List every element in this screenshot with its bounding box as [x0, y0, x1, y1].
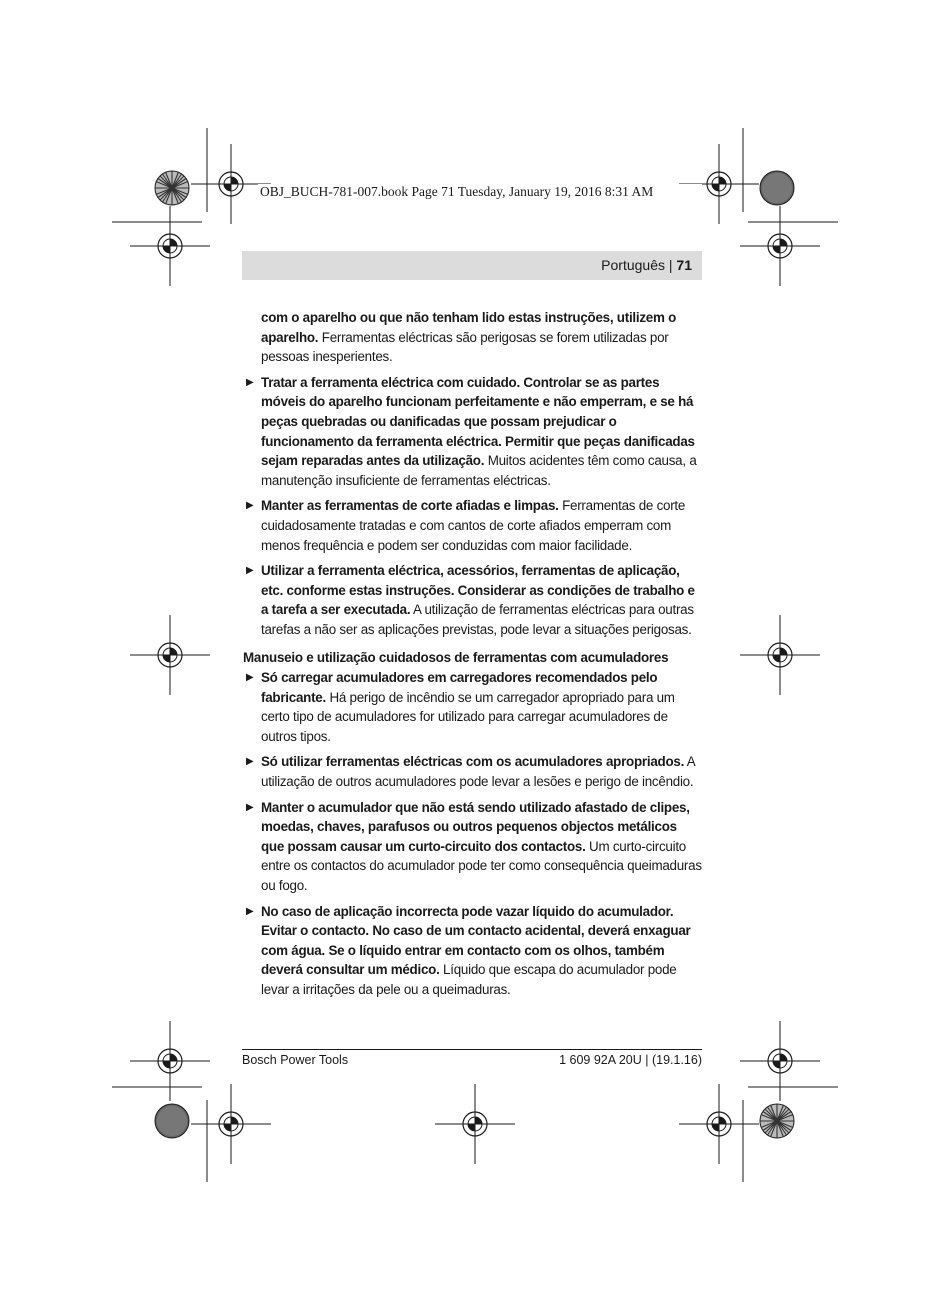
registration-crosshair: [740, 615, 820, 695]
bullet-arrow-icon: ▶: [246, 672, 254, 684]
registration-crosshair: [191, 1084, 271, 1164]
registration-crosshair: [679, 1084, 759, 1164]
starburst-mark: [155, 171, 189, 205]
registration-crosshair: [130, 1021, 210, 1101]
safety-item-bold: Só utilizar ferramentas eléctricas com os acumuladores apropriados.: [261, 754, 685, 770]
registration-crosshair: [435, 1084, 515, 1164]
header-separator: |: [665, 257, 677, 273]
safety-item: [243, 373, 703, 491]
safety-item-text: Líquido que escapa do acumulador pode levar a irritações da pele ou a queimaduras.: [261, 962, 677, 997]
file-header: OBJ_BUCH-781-007.book Page 71 Tuesday, January 19, 2016 8:31 AM: [258, 184, 702, 200]
bullet-arrow-icon: ▶: [246, 500, 254, 512]
battery-safety-item: [243, 668, 703, 746]
language-label: Português: [601, 257, 665, 273]
section-heading: Manuseio e utilização cuidadosos de ferramentas com acumuladores: [243, 649, 669, 665]
footer-publisher: Bosch Power Tools: [242, 1053, 349, 1067]
safety-item-text: Ferramentas de corte cuidadosamente tratadas e com cantos de corte afiados emperram com menos frequência e podem ser conduzidas com maior facilidade.: [261, 498, 686, 553]
safety-item-text: A utilização de outros acumuladores pode levar a lesões e perigo de incêndio.: [261, 754, 695, 790]
footer-doc-number: 1 609 92A 20U | (19.1.16): [559, 1053, 702, 1067]
footer-rule: [242, 1049, 702, 1050]
safety-item: [243, 496, 703, 555]
bullet-arrow-icon: ▶: [246, 756, 254, 768]
page-header-label: [601, 257, 692, 273]
battery-safety-item: [243, 798, 703, 896]
safety-item-bold: No caso de aplicação incorrecta pode vazar líquido do acumulador. Evitar o contacto. No caso de um contacto acidental, deverá enxaguar com água. Se o líquido entrar em contacto com os olhos, também deverá consultar um médico.: [261, 903, 691, 978]
bullet-arrow-icon: ▶: [246, 565, 254, 577]
safety-item-text: A utilização de ferramentas eléctricas para outras tarefas a não ser as aplicações previstas, pode levar a situações perigosas.: [261, 602, 694, 637]
intro-text: Ferramentas eléctricas são perigosas se forem utilizadas por pessoas inesperientes.: [261, 329, 669, 365]
safety-item-bold: Manter as ferramentas de corte afiadas e limpas.: [261, 498, 559, 514]
safety-item-bold: Tratar a ferramenta eléctrica com cuidado. Controlar se as partes móveis do aparelho funcionam perfeitamente e não emperram, e se há peças quebradas ou danificadas que possam prejudicar o funcionamento da ferramenta eléctrica. Permitir que peças danificadas sejam reparadas antes da utilização.: [261, 374, 695, 469]
bullet-arrow-icon: ▶: [246, 376, 254, 388]
main-content: [243, 308, 703, 1006]
page-number: 71: [676, 257, 692, 273]
grey-dot-mark: [760, 171, 794, 205]
safety-item-text: Muitos acidentes têm como causa, a manutenção insuficiente de ferramentas eléctricas.: [261, 453, 697, 488]
registration-crosshair: [740, 206, 820, 286]
starburst-mark: [760, 1104, 794, 1138]
intro-bold-text: com o aparelho ou que não tenham lido estas instruções, utilizem o aparelho.: [261, 310, 677, 345]
safety-item: [243, 561, 703, 639]
grey-dot-mark: [155, 1104, 189, 1138]
bullet-arrow-icon: ▶: [246, 801, 254, 813]
registration-crosshair: [130, 206, 210, 286]
safety-item-bold: Só carregar acumuladores em carregadores recomendados pelo fabricante.: [261, 670, 658, 705]
registration-crosshair: [130, 615, 210, 695]
battery-safety-item: [243, 902, 703, 1000]
bullet-arrow-icon: ▶: [246, 905, 254, 917]
intro-paragraph: [243, 308, 703, 367]
safety-item-bold: Manter o acumulador que não está sendo utilizado afastado de clipes, moedas, chaves, parafusos ou outros pequenos objectos metálicos que possam causar um curto-circuito dos contactos.: [261, 799, 690, 854]
battery-safety-item: [243, 752, 703, 791]
registration-crosshair: [740, 1021, 820, 1101]
safety-item-text: Há perigo de incêndio se um carregador apropriado para um certo tipo de acumuladores for utilizado para carregar acumuladores de outros tipos.: [261, 689, 675, 744]
page-header-band: [242, 251, 702, 280]
safety-item-text: Um curto-circuito entre os contactos do acumulador pode ter como consequência queimaduras ou fogo.: [261, 838, 702, 894]
safety-item-bold: Utilizar a ferramenta eléctrica, acessórios, ferramentas de aplicação, etc. conforme estas instruções. Considerar as condições de trabalho e a tarefa a ser executada.: [261, 563, 695, 618]
